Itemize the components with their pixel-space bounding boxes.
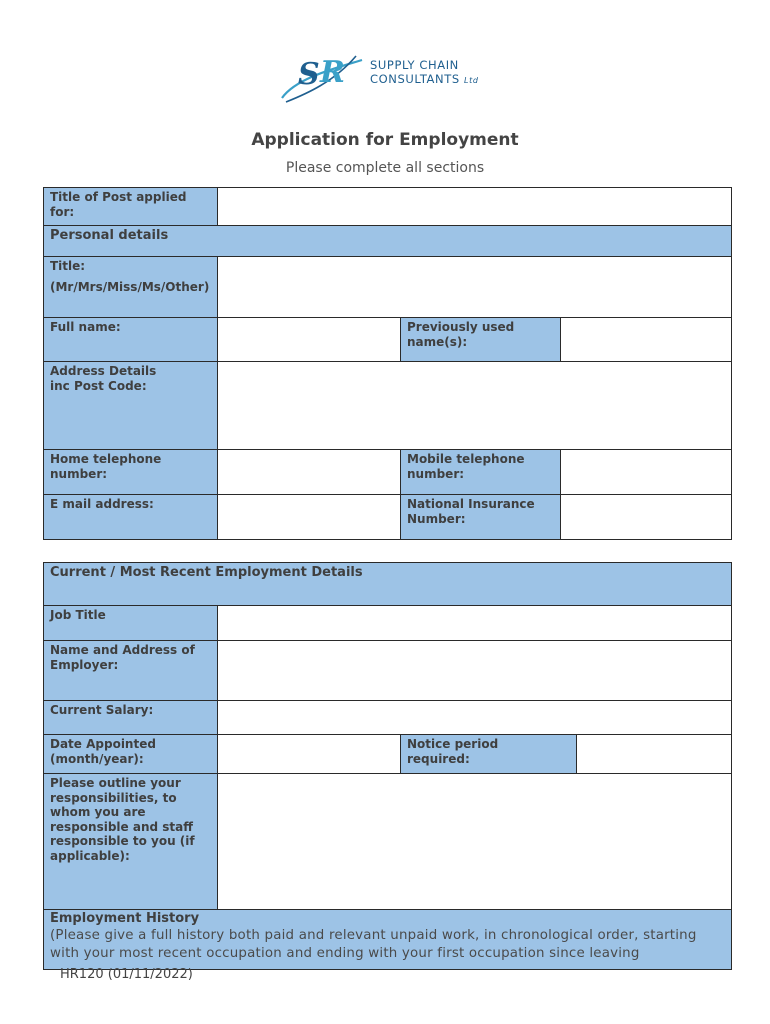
svg-text:S: S (298, 57, 320, 92)
personal-details-text: Personal details (50, 228, 169, 243)
employment-history-instructions: (Please give a full history both paid and relevant unpaid work, in chronological order, starting with your most recent occupation and ending with your first occupation since leaving (50, 928, 697, 961)
prev-names-label-text: Previously used name(s): (407, 320, 515, 349)
title-label-text: Title: (50, 259, 86, 273)
page-subtitle: Please complete all sections (285, 160, 485, 176)
full-name-field[interactable] (217, 317, 401, 362)
home-tel-field[interactable] (217, 449, 401, 495)
home-tel-label-text: Home telephone number: (50, 452, 162, 481)
responsibilities-field[interactable] (217, 773, 732, 910)
logo-line2-text: CONSULTANTS (370, 72, 460, 86)
email-label (43, 494, 218, 540)
full-name-label (43, 317, 218, 362)
post-field[interactable] (217, 187, 732, 226)
employment-details-header (43, 562, 732, 606)
employer-field[interactable] (217, 640, 732, 701)
ni-label-text: National Insurance Number: (407, 497, 535, 526)
email-label-text: E mail address: (50, 497, 154, 511)
employer-label-text: Name and Address of Employer: (50, 643, 195, 672)
title-field[interactable] (217, 256, 732, 318)
salary-label-text: Current Salary: (50, 703, 154, 717)
prev-names-field[interactable] (560, 317, 732, 362)
job-title-field[interactable] (217, 605, 732, 641)
address-field[interactable] (217, 361, 732, 450)
company-logo (276, 48, 506, 108)
employer-label (43, 640, 218, 701)
page-title: Application for Employment (251, 130, 519, 150)
mobile-label-text: Mobile telephone number: (407, 452, 525, 481)
ni-field[interactable] (560, 494, 732, 540)
salary-field[interactable] (217, 700, 732, 735)
form-code: HR120 (01/11/2022) (60, 967, 193, 982)
ni-label (400, 494, 561, 540)
salary-label (43, 700, 218, 735)
date-appointed-label-text: Date Appointed (month/year): (50, 737, 156, 766)
prev-names-label (400, 317, 561, 362)
post-label (43, 187, 218, 226)
logo-text (370, 58, 479, 88)
job-title-label-text: Job Title (50, 608, 106, 622)
date-appointed-label (43, 734, 218, 774)
title-label (43, 256, 218, 318)
logo-ltd: Ltd (464, 76, 479, 85)
email-field[interactable] (217, 494, 401, 540)
home-tel-label (43, 449, 218, 495)
post-label-text: Title of Post applied for: (50, 190, 187, 219)
date-appointed-field[interactable] (217, 734, 401, 774)
responsibilities-label-text: Please outline your responsibilities, to whom you are responsible and staff responsible to you (if applicable): (50, 776, 195, 863)
logo-line1: SUPPLY CHAIN (370, 58, 459, 72)
mobile-label (400, 449, 561, 495)
responsibilities-label (43, 773, 218, 910)
full-name-label-text: Full name: (50, 320, 121, 334)
address-label (43, 361, 218, 450)
mobile-field[interactable] (560, 449, 732, 495)
job-title-label (43, 605, 218, 641)
employment-history-header (43, 909, 732, 970)
employment-history-title: Employment History (50, 911, 200, 926)
logo-line2 (370, 72, 479, 88)
svg-text:R: R (320, 55, 345, 90)
personal-details-header (43, 225, 732, 257)
notice-label-text: Notice period required: (407, 737, 499, 766)
title-options-text: (Mr/Mrs/Miss/Ms/Other) (50, 280, 210, 294)
notice-label (400, 734, 577, 774)
notice-field[interactable] (576, 734, 732, 774)
address-label-text: Address Details inc Post Code: (50, 364, 157, 393)
logo-mark-icon (276, 48, 368, 108)
employment-details-text: Current / Most Recent Employment Details (50, 565, 363, 580)
